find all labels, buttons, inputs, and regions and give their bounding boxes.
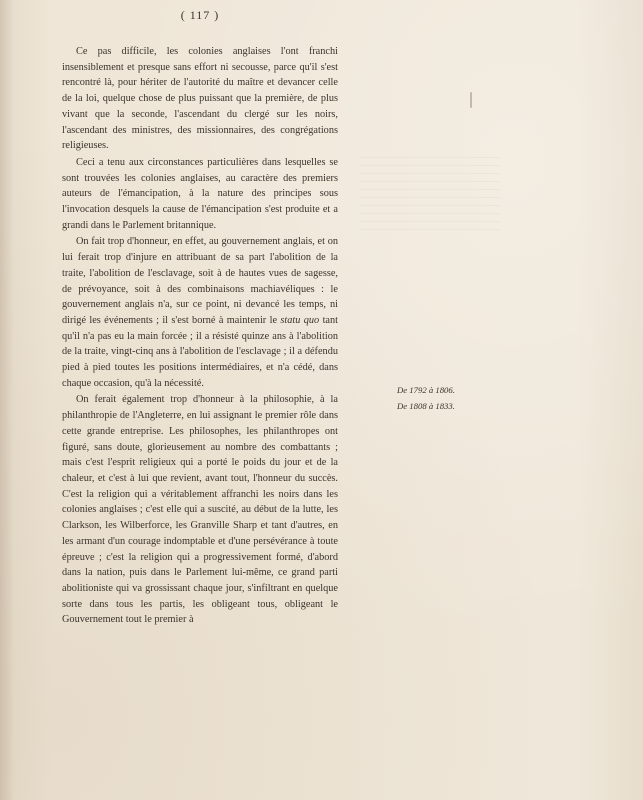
binding-shadow: [0, 0, 14, 800]
paragraph-3-start: On fait trop d'honneur, en effet, au gouvernement anglais, et on lui ferait trop d'injure en attribuant de sa part l'abolition de la traite, l'abolition de l'esclavage, soit à de hautes vues de sagesse, de prévoyance, soit à des combinaisons machiavéliques : le gouvernement anglais n'a, sur ce point, ni devancé les temps, ni dirigé les événements ; il s'est borné à maintenir le: [62, 236, 338, 326]
paragraph-4: On ferait également trop d'honneur à la philosophie, à la philanthropie de l'Angleterre, en lui assignant le premier rôle dans cette grande entreprise. Les philosophes, les philanthropes ont figuré, sans doute, glorieusement au nombre des combattants ; mais c'est l'esprit religieux qui a porté le poids du jour et de la chaleur, et c'est à lui que revient, avant tout, l'honneur du succès. C'est la religion qui a véritablement affranchi les noirs dans les colonies anglaises ; c'est elle qui a suscité, au début de la lutte, les Clarkson, les Wilberforce, les Granville Sharp et tant d'autres, en les armant d'un courage indomptable et d'une persévérance à toute épreuve ; c'est la religion qui a progressivement formé, d'abord dans la nation, puis dans le Parlement lui-même, ce grand parti abolitioniste qui va grossissant chaque jour, s'infiltrant en quelque sorte dans tous les partis, les obligeant tous, obligeant le Gouvernement tout le premier à: [62, 394, 338, 626]
paragraph-1: Ce pas difficile, les colonies anglaises l'ont franchi insensiblement et presque sans effort ni secousse, parce qu'il s'est rencontré là, pour hériter de l'autorité du maître et devancer celle de la loi, quelque chose de plus puissant que la première, de plus vivant que la seconde, l'ascendant du clergé sur les noirs, l'ascendant des ministres, des missionnaires, des congrégations religieuses.: [62, 46, 338, 152]
paper-fleck: [470, 92, 472, 108]
margin-note-2: De 1808 à 1833.: [397, 401, 455, 411]
paragraph-3: [62, 234, 338, 391]
paragraph-2: Ceci a tenu aux circonstances particulières dans lesquelles se sont trouvées les colonies anglaises, au caractère des premiers auteurs de l'émancipation, à la nature des principes sous l'invocation desquels la cause de l'émancipation s'est produite et a grandi dans le Parlement britannique.: [62, 156, 338, 231]
margin-notes: [397, 382, 507, 414]
page-number: ( 117 ): [180, 8, 220, 22]
paragraph-3-end: tant qu'il n'a pas eu la main forcée ; il a résisté quinze ans à l'abolition de la traite, vingt-cinq ans à l'abolition de l'esclavage ; il a défendu pied à pied toutes les positions intermédiaires, et n'a cédé, dans chaque occasion, qu'à la nécessité.: [62, 314, 339, 389]
paper-texture: [360, 150, 500, 230]
body-text: [62, 44, 338, 628]
margin-note-1: De 1792 à 1806.: [397, 385, 455, 395]
italic-term: statu quo: [280, 314, 320, 326]
